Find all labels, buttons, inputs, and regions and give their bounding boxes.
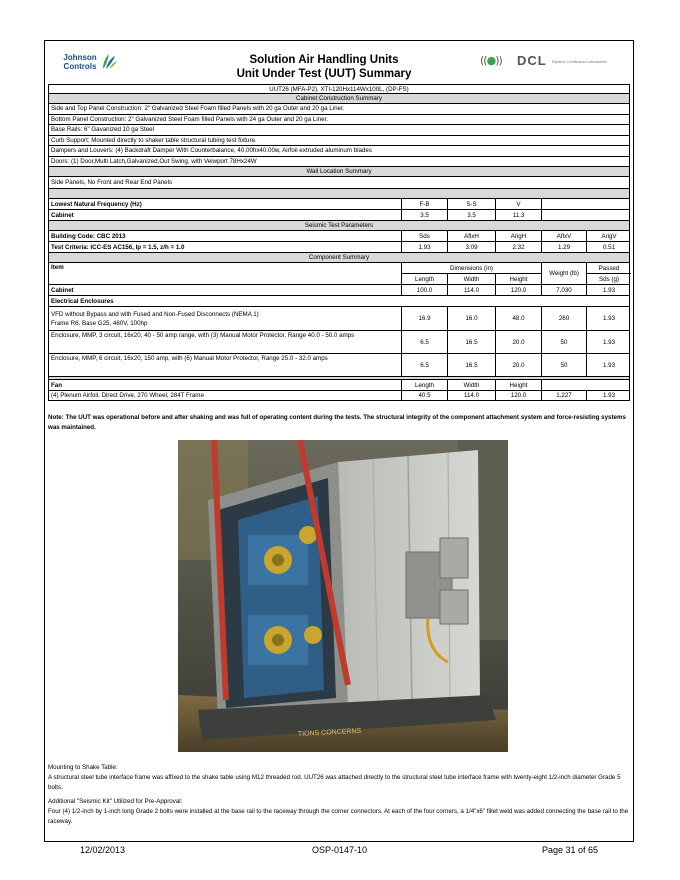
component-length: 6.5: [401, 331, 447, 353]
component-width: 16.5: [447, 331, 495, 353]
mounting-heading: Mounting to Shake Table:: [48, 764, 118, 771]
uut-photo: [178, 440, 508, 752]
electrical-desc: VFD without Bypass and with Fused and Non-Fused Disconnects (NEMA 1): [51, 310, 259, 318]
component-header-row: [48, 263, 630, 285]
seismic-col: Sds: [401, 231, 447, 241]
cabinet-line-text: Base Rails: 6" Gavanized 10 ga Steel: [51, 126, 154, 134]
seismic-kit-text: Four (4) 1/2-inch by 1-inch long Grade 2 bolts were installed at the base rail to the raceway through the corner connectors. At each of the four corners, a 1/4"x6" fillet weld was added connecting the base rail to the raceway.: [48, 808, 629, 825]
cabinet-line: [48, 115, 630, 126]
seismic-values-row: [48, 242, 630, 253]
electrical-row: [48, 331, 630, 354]
component-weight: 1,227: [541, 391, 586, 400]
section-heading-cabinet: [48, 94, 630, 104]
dcl-logo-name: DCL: [517, 53, 547, 68]
component-weight: 7,030: [541, 285, 586, 295]
length-col-label: Length: [401, 274, 447, 285]
seismic-value: 0.51: [586, 242, 631, 252]
component-length: 6.5: [401, 354, 447, 376]
cabinet-line: [48, 146, 630, 157]
section-heading-wall: [48, 167, 630, 177]
cabinet-line: [48, 136, 630, 147]
height-col-label: Height: [495, 274, 541, 285]
frequency-value: 3.5: [401, 210, 447, 220]
component-weight: 50: [541, 354, 586, 376]
frequency-col: F-B: [401, 199, 447, 209]
component-weight: 260: [541, 307, 586, 330]
width-col-label: Width: [447, 274, 495, 285]
logo-text: Johnson Controls: [63, 53, 97, 71]
weight-col-label: Weight (lb): [541, 263, 586, 284]
component-cabinet-row: [48, 285, 630, 296]
component-sds: 1.93: [586, 307, 631, 330]
fan-header-row: [48, 380, 630, 391]
component-height: 120.0: [495, 285, 541, 295]
component-sds: 1.93: [586, 285, 631, 295]
seismic-value: 2.32: [495, 242, 541, 252]
seismic-col: ArigV: [586, 231, 631, 241]
frequency-empty-cell: [541, 199, 631, 209]
cabinet-line: [48, 125, 630, 136]
footer-doc-number: OSP-0147-10: [312, 845, 368, 855]
footer-date: 12/02/2013: [80, 845, 126, 855]
component-height: 20.0: [495, 354, 541, 376]
page-title-line1: Solution Air Handling Units: [249, 54, 399, 66]
frequency-header-row: [48, 199, 630, 210]
cabinet-line-text: Bottom Panel Construction: 2" Galvanized Steel Foam filled Panels with 24 ga Outer and 20 ga Liner.: [51, 115, 329, 123]
seismic-col: ArigH: [495, 231, 541, 241]
electrical-desc: Enclosure, MMP, 6 circuit, 16x20, 150 amp, with (6) Manual Motor Protector, Range 25.0 - 32.0 amps: [51, 355, 328, 362]
component-sds: 1.93: [586, 331, 631, 353]
johnson-controls-leaf-icon: [100, 53, 118, 71]
fan-desc: (4) Plenum Airfoil, Direct Drive, 270 Wheel, 284T Frame: [51, 392, 204, 399]
frequency-label: Lowest Natural Frequency (Hz): [51, 200, 142, 208]
component-height: 48.0: [495, 307, 541, 330]
seismic-value: 1.29: [541, 242, 586, 252]
height-col-label: Height: [495, 380, 541, 390]
cabinet-line-text: Dampers and Louvers: (4) Backdraft Damper With Counterbalance, 40.00hx40.00w, Airfoil extruded aluminum blades: [51, 147, 372, 155]
component-cabinet-label: Cabinet: [51, 286, 74, 294]
seismic-header-row: [48, 231, 630, 242]
component-sds: 1.93: [586, 354, 631, 376]
building-code-label: Building Code: CBC 2013: [51, 232, 126, 240]
summary-table: [48, 84, 630, 401]
seismic-value: 3.09: [447, 242, 495, 252]
length-col-label: Length: [401, 380, 447, 390]
air-handling-unit-photo: [178, 440, 508, 752]
electrical-row: [48, 307, 630, 331]
electrical-desc-2: Frame R6, Base G25, 460V, 100hp: [51, 319, 148, 327]
cabinet-construction-heading: Cabinet Construction Summary: [296, 95, 382, 102]
component-length: 100.0: [401, 285, 447, 295]
section-heading-components: [48, 253, 630, 263]
footer-page-number: Page 31 of 65: [542, 845, 599, 855]
wall-location-row: [48, 177, 630, 189]
dimensions-col-label: Dimensions (in): [401, 263, 541, 274]
component-height: 20.0: [495, 331, 541, 353]
electrical-enclosures-label: Electrical Enclosures: [51, 297, 114, 305]
frequency-col: S-S: [447, 199, 495, 209]
component-width: 16.5: [447, 354, 495, 376]
johnson-controls-logo: [60, 53, 120, 77]
component-width: 114.0: [447, 285, 495, 295]
passed-col-label: Passed: [586, 263, 631, 274]
width-col-label: Width: [447, 380, 495, 390]
component-summary-heading: Component Summary: [308, 254, 370, 261]
component-height: 120.0: [495, 391, 541, 400]
sds-col-label: Sds (g): [586, 274, 631, 285]
wall-location-heading: Wall Location Summary: [306, 168, 372, 175]
component-sds: 1.93: [586, 391, 631, 400]
fan-row: [48, 391, 630, 401]
item-col-label: Item: [51, 264, 64, 271]
component-length: 16.9: [401, 307, 447, 330]
test-criteria-label: Test Criteria: ICC-ES AC156, Ip = 1.5, z/h = 1.0: [51, 243, 185, 251]
seismic-kit-heading: Additional "Seismic Kit" Utilized for Pre-Approval:: [48, 798, 183, 805]
wall-location-text: Side Panels, No Front and Rear End Panels: [51, 179, 173, 186]
dcl-logo-subtitle: Dynamic Certification Laboratories: [552, 60, 607, 64]
component-length: 40.5: [401, 391, 447, 400]
page-title-line2: Unit Under Test (UUT) Summary: [236, 68, 412, 80]
cabinet-line: [48, 104, 630, 115]
seismic-col: AflxV: [541, 231, 586, 241]
frequency-value: 11.3: [495, 210, 541, 220]
component-weight: 50: [541, 331, 586, 353]
component-width: 16.0: [447, 307, 495, 330]
uut-text: UUT26 (MFA-P2), XTI-120Hx114Wx100L, (DP-FS): [269, 85, 409, 93]
electrical-row: [48, 354, 630, 377]
fan-empty-cell: [541, 380, 631, 390]
uut-row: [48, 84, 630, 94]
cabinet-line-text: Side and Top Panel Construction: 2" Galvanized Steel Foam filled Panels with 20 ga Outer and 20 ga Liner.: [51, 105, 345, 113]
frequency-empty-cell: [541, 210, 631, 220]
dcl-logo: [480, 53, 630, 73]
mounting-text: A structural steel tube interface frame was affixed to the shake table using M12 threaded rod. UUT26 was attached directly to the structural steel tube interface frame with twenty-eight 1/2-inch diameter Grade 5 bolts.: [48, 774, 621, 791]
test-note: Note: The UUT was operational before and after shaking and was full of operating content during the tests. The structural integrity of the component attachment system and force-resisting systems was maintained.: [48, 414, 626, 431]
section-heading-seismic: [48, 221, 630, 231]
frequency-cabinet-label: Cabinet: [51, 211, 74, 219]
cabinet-line-text: Doors: (1) Door,Multi Latch,Galvanized,Out Swing, with Veiwport 78Hx24W: [51, 157, 257, 165]
frequency-value: 3.5: [447, 210, 495, 220]
fan-label: Fan: [51, 381, 63, 389]
page-header: [44, 40, 634, 84]
seismic-col: AflxH: [447, 231, 495, 241]
cabinet-line: [48, 157, 630, 168]
dcl-signal-icon: ((●)): [480, 54, 502, 67]
electrical-desc: Enclosure, MMP, 3 circuit, 16x20, 40 - 50 amp range, with (3) Manual Motor Protector, Range 40.0 - 50.0 amps: [51, 332, 355, 339]
seismic-value: 1.93: [401, 242, 447, 252]
spacer-row: [48, 189, 630, 199]
electrical-heading-row: [48, 296, 630, 307]
frequency-col: V: [495, 199, 541, 209]
component-width: 114.0: [447, 391, 495, 400]
floor-stencil-text: TIONS CONCERNS: [297, 727, 362, 738]
cabinet-line-text: Curb Support: Mounted directly to shaker table structural tubing test fixture.: [51, 136, 257, 144]
frequency-cabinet-row: [48, 210, 630, 221]
seismic-heading: Seismic Test Parameters: [304, 222, 374, 229]
